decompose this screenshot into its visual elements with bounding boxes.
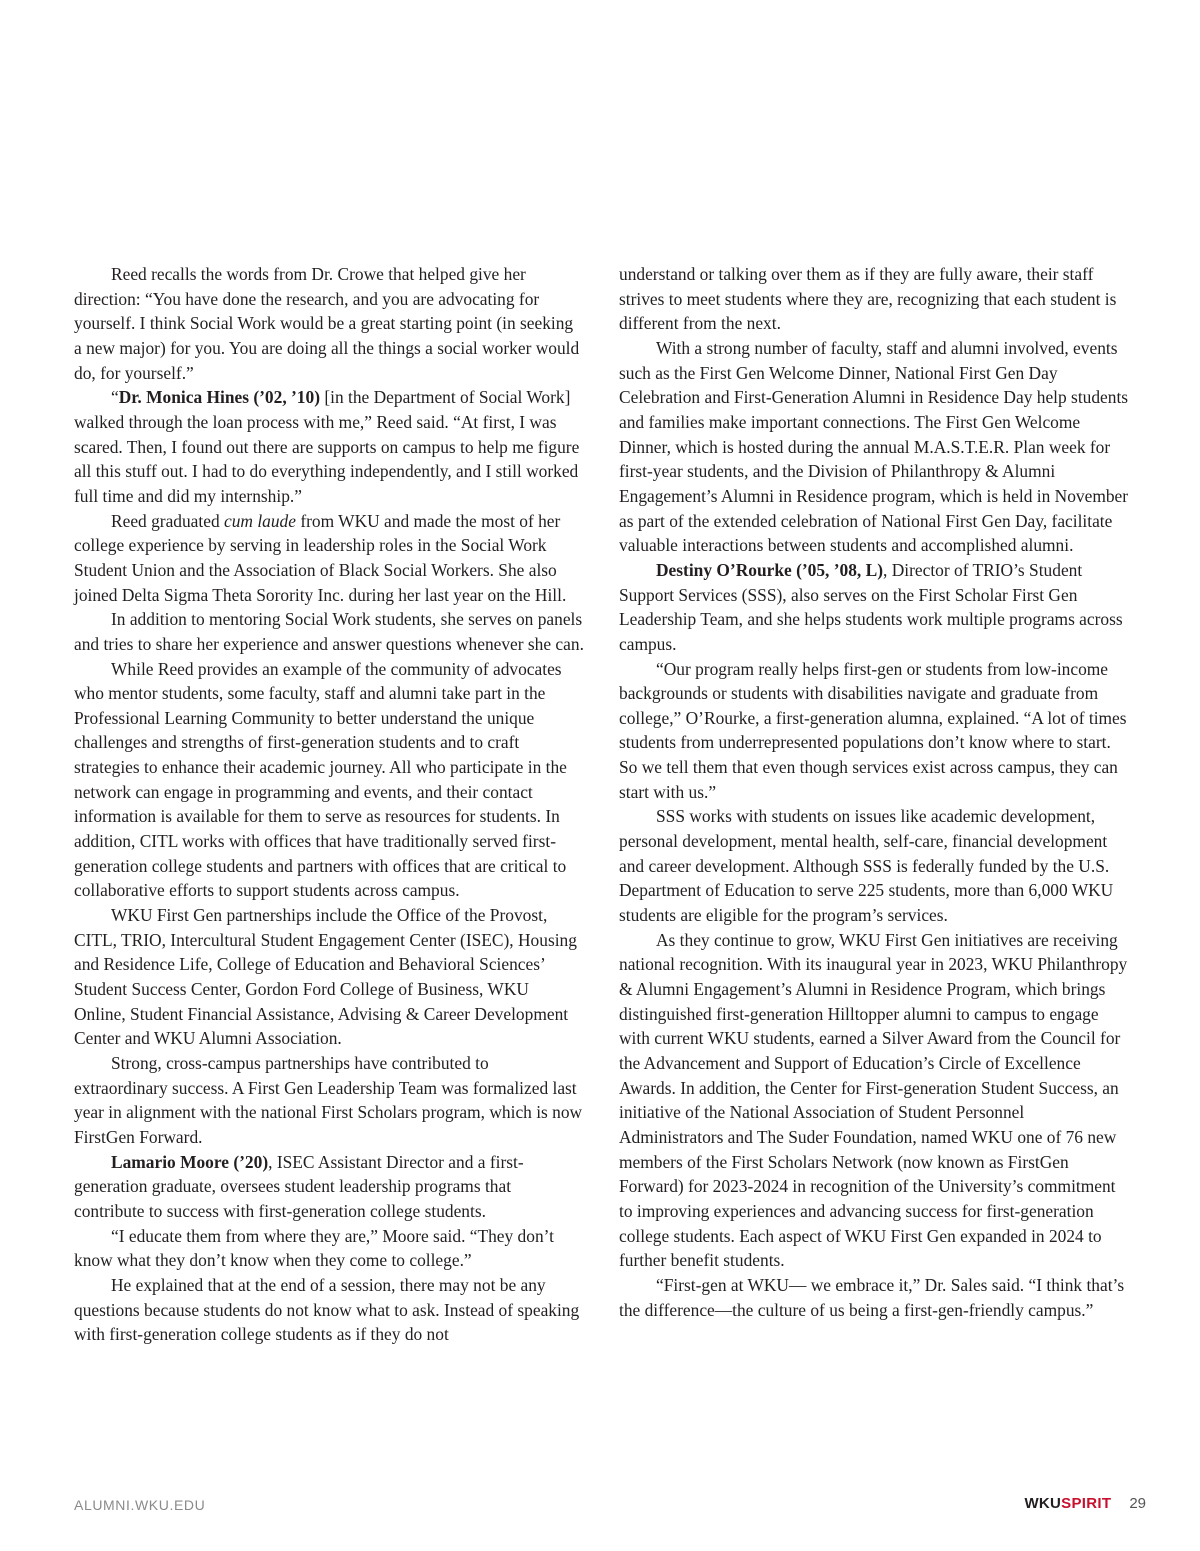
- paragraph: [74, 607, 584, 656]
- paragraph-text: , ISEC Assistant Director and a first-generation graduate, oversees student leadership programs that contribute to success with first-generation college students.: [74, 1151, 524, 1221]
- paragraph: [74, 657, 584, 904]
- paragraph-open-quote: “: [111, 387, 119, 408]
- paragraph-text: As they continue to grow, WKU First Gen initiatives are receiving national recognition. With its inaugural year in 2023, WKU Philanthropy & Alumni Engagement’s Alumni in Residence Program, which brings distinguished first-generation Hilltopper alumni to campus to engage with current WKU students, earned a Silver Award from the Council for the Advancement and Support of Education’s Circle of Excellence Awards. In addition, the Center for First-generation Student Success, an initiative of the National Association of Student Personnel Administrators and The Suder Foundation, named WKU one of 76 new members of the First Scholars Network (now known as FirstGen Forward) for 2023-2024 in recognition of the University’s commitment to improving experiences and advancing success for first-generation college students. Each aspect of WKU First Gen expanded in 2024 to further benefit students.: [619, 929, 1128, 1271]
- paragraph: [74, 1051, 584, 1150]
- paragraph: [619, 262, 1131, 336]
- paragraph-text: [in the Department of Social Work] walked through the loan process with me,” Reed said. “At first, I was scared. Then, I found out there are supports on campus to help me figure all this stuff out. I had to do everything independently, and I still worked full time and did my internship.”: [74, 387, 580, 506]
- paragraph-text: SSS works with students on issues like academic development, personal development, mental health, self-care, financial development and career development. Although SSS is federally funded by the U.S. Department of Education to serve 225 students, more than 6,000 WKU students are eligible for the program’s services.: [619, 806, 1114, 926]
- paragraph-text: While Reed provides an example of the community of advocates who mentor students, some faculty, staff and alumni take part in the Professional Learning Community to better understand the unique challenges and strengths of first-generation students and to craft strategies to enhance their academic journey. All who participate in the network can engage in programming and events, and their contact information is available for them to serve as resources for students. In addition, CITL works with offices that have traditionally served first-generation college students and partners with offices that are critical to collaborative efforts to support students across campus.: [74, 658, 567, 901]
- paragraph: [619, 657, 1131, 805]
- paragraph: [619, 336, 1131, 558]
- paragraph: [619, 804, 1131, 927]
- paragraph-text: He explained that at the end of a session, there may not be any questions because students do not know what to ask. Instead of speaking with first-generation college students as if they do not: [74, 1274, 580, 1345]
- paragraph-text: With a strong number of faculty, staff and alumni involved, events such as the First Gen Welcome Dinner, National First Gen Day Celebration and First-Generation Alumni in Residence Day help students and families make important connections. The First Gen Welcome Dinner, which is hosted during the annual M.A.S.T.E.R. Plan week for first-year students, and the Division of Philanthropy & Alumni Engagement’s Alumni in Residence program, which is held in November as part of the extended celebration of National First Gen Day, facilitate valuable interactions between students and accomplished alumni.: [619, 337, 1129, 556]
- paragraph-bold-name: Lamario Moore (’20): [111, 1151, 269, 1172]
- paragraph: [74, 385, 584, 508]
- paragraph: [619, 928, 1131, 1273]
- article-column-left: [74, 262, 584, 1347]
- paragraph-text: “I educate them from where they are,” Moore said. “They don’t know what they don’t know when they come to college.”: [74, 1225, 554, 1271]
- paragraph: [619, 1273, 1131, 1322]
- brand-spirit: SPIRIT: [1061, 1495, 1112, 1512]
- paragraph: [74, 903, 584, 1051]
- footer-url: ALUMNI.WKU.EDU: [74, 1497, 206, 1513]
- paragraph: [74, 1150, 584, 1224]
- wkuspirit-logo: [1024, 1495, 1111, 1512]
- footer-branding: [1024, 1495, 1146, 1512]
- paragraph: [74, 1273, 584, 1347]
- paragraph-bold-name: Dr. Monica Hines (’02, ’10): [118, 387, 320, 408]
- paragraph: [74, 1224, 584, 1273]
- paragraph-text: “Our program really helps first-gen or students from low-income backgrounds or students with disabilities navigate and graduate from college,” O’Rourke, a first-generation alumna, explained. “A lot of times students from underrepresented populations don’t know where to start. So we tell them that even though services exist across campus, they can start with us.”: [619, 658, 1127, 802]
- paragraph-text: “First-gen at WKU— we embrace it,” Dr. Sales said. “I think that’s the difference—the culture of us being a first-gen-friendly campus.”: [619, 1274, 1125, 1320]
- paragraph-bold-name: Destiny O’Rourke (’05, ’08, L): [656, 559, 884, 580]
- paragraph-lead-text: Reed graduated: [111, 510, 224, 531]
- paragraph: [74, 509, 584, 608]
- brand-wku: WKU: [1024, 1495, 1062, 1512]
- paragraph: [74, 262, 584, 385]
- paragraph: [619, 558, 1131, 657]
- paragraph-text: understand or talking over them as if they are fully aware, their staff strives to meet students where they are, recognizing that each student is different from the next.: [619, 264, 1117, 334]
- article-column-right: [619, 262, 1131, 1322]
- paragraph-text: , Director of TRIO’s Student Support Services (SSS), also serves on the First Scholar First Gen Leadership Team, and she helps students work multiple programs across campus.: [619, 559, 1123, 654]
- paragraph-text: Reed recalls the words from Dr. Crowe that helped give her direction: “You have done the research, and you are advocating for yourself. I think Social Work would be a great starting point (in seeking a new major) for you. You are doing all the things a social worker would do, for yourself.”: [74, 264, 580, 383]
- page-number: 29: [1129, 1495, 1146, 1512]
- paragraph-italic-text: cum laude: [224, 510, 296, 531]
- paragraph-text: Strong, cross-campus partnerships have contributed to extraordinary success. A First Gen Leadership Team was formalized last year in alignment with the national First Scholars program, which is now FirstGen Forward.: [74, 1053, 583, 1147]
- paragraph-text: WKU First Gen partnerships include the Office of the Provost, CITL, TRIO, Intercultural Student Engagement Center (ISEC), Housing and Residence Life, College of Education and Behavioral Sciences’ Student Success Center, Gordon Ford College of Business, WKU Online, Student Financial Assistance, Advising & Career Development Center and WKU Alumni Association.: [74, 905, 577, 1049]
- paragraph-text: In addition to mentoring Social Work students, she serves on panels and tries to share her experience and answer questions whenever she can.: [74, 609, 584, 654]
- paragraph-text: from WKU and made the most of her college experience by serving in leadership roles in the Social Work Student Union and the Association of Black Social Workers. She also joined Delta Sigma Theta Sorority Inc. during her last year on the Hill.: [74, 510, 567, 605]
